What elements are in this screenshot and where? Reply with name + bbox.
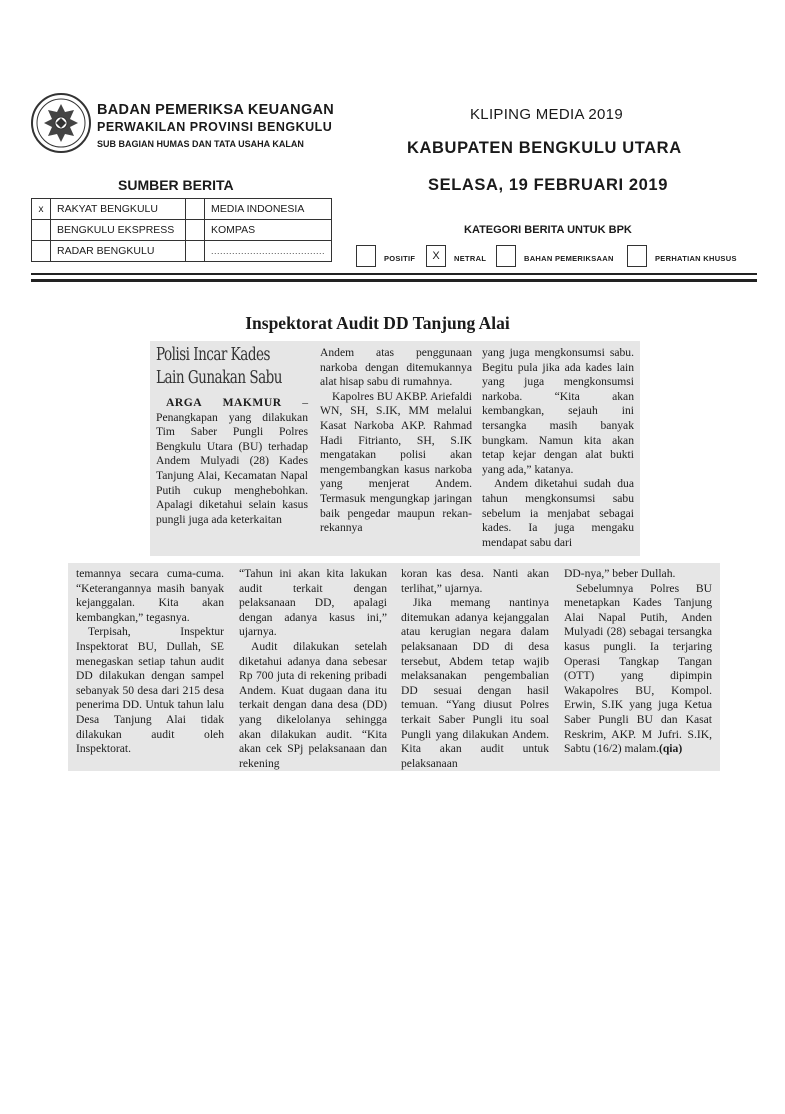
- kategori-checkbox[interactable]: [627, 245, 647, 267]
- source-checkbox[interactable]: x: [32, 199, 51, 220]
- source-checkbox[interactable]: [32, 241, 51, 262]
- article-paragraph: “Tahun ini akan kita lakukan audit terkait dengan pelaksanaan DD, apalagi dengan adanya kasus ini,” ujarnya.: [239, 567, 387, 639]
- article-column-6: [401, 567, 549, 771]
- article-column-1: [156, 344, 308, 527]
- kategori-netral[interactable]: [426, 245, 486, 267]
- kategori-label: PERHATIAN KHUSUS: [655, 253, 737, 263]
- paragraph-text: Sebelumnya Polres BU menetapkan Kades Tanjung Alai Napal Putih, Anden Mulyadi (28) sebagai tersangka kasus pungli. Ia terjaring Operasi Tangkap Tangan (OTT) yang dipimpin Wakapolres BU, Kompol. Erwin, S.IK yang juga Ketua Saber Pungli BU dan Kasat Reskrim, AKP. M Jufri. S.IK, Sabtu (16/2) malam.: [564, 581, 712, 756]
- article-paragraph: Jika memang nantinya ditemukan adanya kejanggalan atau kerugian negara dalam pelaksanaan DD di desa tersebut, Abdem tetap wajib melaksanakan pengembalian DD sesuai dengan hasil temuan. “Yang diusut Polres terkait Saber Pungli itu soal Pungli yang dilakukan Andem. Kita akan audit untuk pelaksanaan: [401, 596, 549, 770]
- source-row: [32, 241, 332, 262]
- institution-name: BADAN PEMERIKSA KEUANGAN: [97, 102, 335, 118]
- article-paragraph: Kapolres BU AKBP. Ariefaldi WN, SH, S.IK, MM melalui Kasat Narkoba AKP. Rahmad Hadi Fitrianto, SH, S.IK mengatakan polisi akan mengembangkan kasus narkoba yang menjerat Andem. Termasuk mengungkap jaringan baik pengedar maupun rekan-rekannya: [320, 389, 472, 535]
- article-column-5: [239, 567, 387, 771]
- kategori-checkbox[interactable]: [496, 245, 516, 267]
- article-column-7: [564, 567, 712, 757]
- source-checkbox[interactable]: [186, 241, 205, 262]
- article-paragraph: Andem atas penggunaan narkoba dengan ditemukannya alat hisap sabu di rumahnya.: [320, 346, 472, 389]
- sumber-berita-title: SUMBER BERITA: [118, 177, 234, 193]
- article-paragraph: [564, 582, 712, 757]
- source-name-blank: ......................................: [205, 241, 332, 262]
- kategori-bahan-pemeriksaan[interactable]: [496, 245, 614, 267]
- article-headline: [156, 344, 287, 390]
- kategori-checkbox[interactable]: [356, 245, 376, 267]
- source-checkbox[interactable]: [32, 220, 51, 241]
- kategori-label: BAHAN PEMERIKSAAN: [524, 253, 614, 263]
- source-name: RAKYAT BENGKULU: [51, 199, 186, 220]
- source-name: BENGKULU EKSPRESS: [51, 220, 186, 241]
- date-title: SELASA, 19 FEBRUARI 2019: [428, 176, 668, 194]
- article-paragraph: yang juga mengkonsumsi sabu. Begitu pula jika ada kades lain yang juga mengkonsumsi narkoba. “Kita akan kembangkan, sejauh ini tersangka masih banyak bungkam. Namun kita akan tetap kejar dengan alat bukti yang ada,” katanya.: [482, 346, 634, 476]
- kategori-perhatian-khusus[interactable]: [627, 245, 737, 267]
- source-name: RADAR BENGKULU: [51, 241, 186, 262]
- region-title: KABUPATEN BENGKULU UTARA: [407, 139, 682, 157]
- lead-text: – Penangkapan yang dilakukan Tim Saber Pungli Polres Bengkulu Utara (BU) terhadap Andem Mulyadi (28) Kades Tanjung Alai, Kecamatan Napal Putih cukup menghebohkan. Apalagi diketahui selain kasus pungli juga ada keterkaitan: [156, 396, 308, 526]
- source-name: KOMPAS: [205, 220, 332, 241]
- kliping-title: KLIPING MEDIA 2019: [470, 106, 623, 123]
- institution-branch: PERWAKILAN PROVINSI BENGKULU: [97, 120, 333, 134]
- source-checkbox[interactable]: [186, 199, 205, 220]
- dateline: ARGA MAKMUR: [166, 396, 282, 409]
- article-paragraph: DD-nya,” beber Dullah.: [564, 567, 676, 580]
- author-signature: (qia): [659, 742, 683, 756]
- article-paragraph: [156, 396, 308, 527]
- article-column-4: [76, 567, 224, 757]
- kategori-positif[interactable]: [356, 245, 415, 267]
- institution-unit: SUB BAGIAN HUMAS DAN TATA USAHA KALAN: [97, 139, 304, 149]
- article-paragraph: temannya secara cuma-cuma. “Keterangannya masih banyak kejanggalan. Kita akan kembangkan,” tegasnya.: [76, 567, 224, 624]
- source-row: [32, 220, 332, 241]
- article-title: Inspektorat Audit DD Tanjung Alai: [245, 313, 510, 333]
- divider: [31, 273, 757, 275]
- source-table: [31, 198, 332, 262]
- article-paragraph: Audit dilakukan setelah diketahui adanya dana sebesar Rp 700 juta di rekening pribadi Andem. Kuat dugaan dana itu terkait dengan dana desa (DD) yang dikelolanya sehingga akan dilakukan audit. “Kita akan cek SPj pelaksanaan dan rekening: [239, 639, 387, 770]
- source-checkbox[interactable]: [186, 220, 205, 241]
- headline-line: Lain Gunakan Sabu: [156, 368, 283, 388]
- garuda-emblem-icon: [30, 92, 92, 154]
- kategori-title: KATEGORI BERITA UNTUK BPK: [464, 224, 632, 236]
- source-row: [32, 199, 332, 220]
- article-paragraph: koran kas desa. Nanti akan terlihat,” ujarnya.: [401, 567, 549, 595]
- kategori-label: POSITIF: [384, 253, 416, 263]
- article-paragraph: Terpisah, Inspektur Inspektorat BU, Dullah, SE menegaskan setiap tahun audit DD dilakukan dengan sampel sebanyak 50 desa dari 215 desa penerima DD. Untuk tahun lalu Desa Tanjung Alai tidak dilakukan audit oleh Inspektorat.: [76, 625, 224, 756]
- kategori-label: NETRAL: [454, 253, 487, 263]
- article-column-3: [482, 346, 634, 550]
- article-column-2: [320, 346, 472, 536]
- headline-line: Polisi Incar Kades: [156, 345, 270, 365]
- source-name: MEDIA INDONESIA: [205, 199, 332, 220]
- kategori-checkbox[interactable]: X: [426, 245, 446, 267]
- divider: [31, 279, 757, 282]
- article-paragraph: Andem diketahui sudah dua tahun mengkonsumsi sabu sebelum ia menjabat sebagai kades. Ia juga mengaku mendapat sabu dari: [482, 477, 634, 549]
